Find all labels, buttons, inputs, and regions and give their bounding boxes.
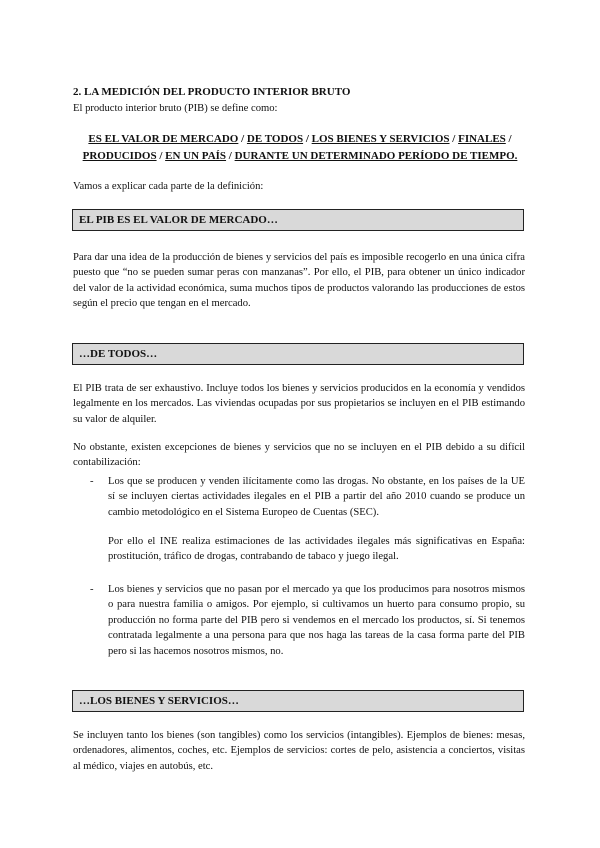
definition-separator: / — [449, 133, 459, 145]
definition-separator: / — [226, 150, 235, 162]
list-item-text: Los que se producen y venden ilícitamente como las drogas. No obstante, en los países de la UE sí se incluyen ciertas actividades ilegales en el PIB a partir del año 2010 cuando se produce un cambio metodológico en el Sistema Europeo de Cuentas (SEC). — [108, 476, 525, 518]
heading-box-de-todos: …DE TODOS… — [72, 343, 524, 365]
list-dash: - — [90, 584, 94, 595]
definition-separator: / — [505, 133, 512, 145]
definition-line-2 — [60, 149, 540, 164]
heading-box-valor-mercado: EL PIB ES EL VALOR DE MERCADO… — [72, 209, 524, 231]
definition-separator: / — [303, 133, 312, 145]
paragraph-excepciones: No obstante, existen excepciones de bienes y servicios que no se incluyen en el PIB debido a su difícil contabilización: — [73, 442, 525, 469]
section-title: 2. LA MEDICIÓN DEL PRODUCTO INTERIOR BRUTO — [73, 86, 351, 98]
definition-line-1 — [60, 132, 540, 147]
definition-term: ES EL VALOR DE MERCADO — [88, 133, 239, 145]
heading-box-bienes-servicios: …LOS BIENES Y SERVICIOS… — [72, 690, 524, 712]
list-dash: - — [90, 476, 94, 487]
definition-term: PRODUCIDOS — [82, 150, 157, 162]
definition-term: FINALES — [458, 133, 506, 145]
intro-text: El producto interior bruto (PIB) se define como: — [73, 103, 278, 114]
list-item-continuation: Por ello el INE realiza estimaciones de las actividades ilegales más significativas en España: prostitución, tráfico de drogas, contrabando de tabaco y juego ilegal. — [108, 536, 525, 563]
definition-separator: / — [238, 133, 247, 145]
definition-term: DURANTE UN DETERMINADO PERÍODO DE TIEMPO. — [234, 150, 518, 162]
paragraph-exhaustivo: El PIB trata de ser exhaustivo. Incluye todos los bienes y servicios producidos en la economía y vendidos legalmente en los mercados. Las viviendas ocupadas por sus propietarios se incluyen en el PIB estimando su valor de alquiler. — [73, 383, 525, 425]
definition-term: DE TODOS — [246, 133, 304, 145]
definition-separator: / — [156, 150, 166, 162]
definition-term: EN UN PAÍS — [165, 150, 227, 162]
definition-term: LOS BIENES Y SERVICIOS — [311, 133, 450, 145]
explain-text: Vamos a explicar cada parte de la definición: — [73, 181, 264, 192]
list-item-text: Los bienes y servicios que no pasan por el mercado ya que los producimos para nosotros mismos o para nuestra familia o amigos. Por ejemplo, si cultivamos un huerto para consumo propio, su producción no forma parte del PIB pero si vendemos en el mercado los productos, sí. Si tenemos contratada legalmente a una persona para que nos haga las tareas de la casa forma parte del PIB pero si las hacemos nosotros mismos, no. — [108, 584, 525, 657]
paragraph-valor-mercado: Para dar una idea de la producción de bienes y servicios del país es imposible recogerlo en una única cifra puesto que “no se pueden sumar peras con manzanas”. Por ello, el PIB, para obtener un único indicador del valor de la actividad económica, suma muchos tipos de productos valorando las producciones de estos según el precio que tengan en el mercado. — [73, 252, 525, 310]
paragraph-bienes-servicios: Se incluyen tanto los bienes (son tangibles) como los servicios (intangibles). Ejemplos de bienes: mesas, ordenadores, alimentos, coches, etc. Ejemplos de servicios: cortes de pelo, asistencia a conciertos, visitas al médico, viajes en autobús, etc. — [73, 730, 525, 772]
